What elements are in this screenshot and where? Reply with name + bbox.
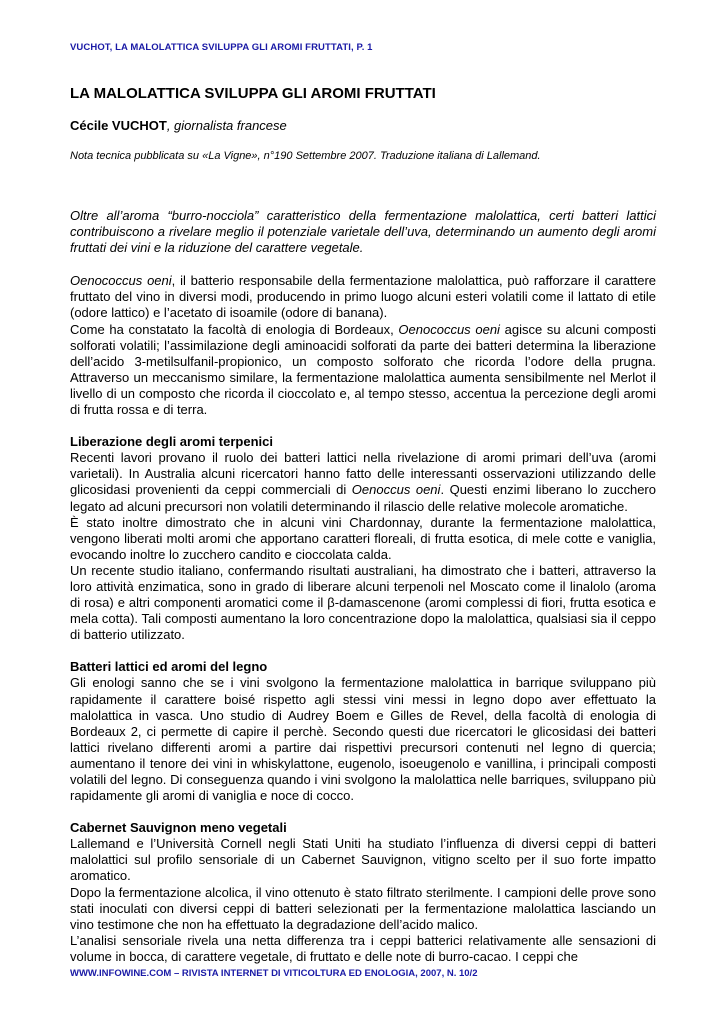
author-line (70, 118, 287, 133)
paragraph (70, 322, 656, 419)
species-name: Oenococcus oeni (398, 321, 500, 337)
paragraph: Un recente studio italiano, confermando risultati australiani, ha dimostrato che i batteri, attraverso la loro attività enzimatica, sono in grado di liberare alcuni terpenoli nel Moscato come il linalolo (aroma di rosa) e altri componenti aromatici come il β-damascenone (aromi complessi di fiori, frutta esotica e mela cotta). Tali composti aumentano la loro concentrazione dopo la malolattica, qualsiasi sia il ceppo di batterio utilizzato. (70, 562, 656, 643)
section-heading: Liberazione degli aromi terpenici (70, 434, 273, 450)
article-body (70, 208, 656, 965)
running-footer: WWW.INFOWINE.COM – RIVISTA INTERNET DI VITICOLTURA ED ENOLOGIA, 2007, N. 10/2 (70, 968, 478, 979)
paragraph: Lallemand e l’Università Cornell negli Stati Uniti ha studiato l’influenza di diversi ceppi di batteri malolattici sul profilo sensoriale di un Cabernet Sauvignon, vitigno scelto per il suo forte impatto aromatico. (70, 836, 656, 884)
paragraph-text: , il batterio responsabile della fermentazione malolattica, può rafforzare il carattere fruttato del vino in diversi modi, producendo in primo luogo alcuni esteri volatili come il lattato di etile (odore lattico) e l’acetato di isoamile (odore di banana). (70, 273, 657, 321)
paragraph: Gli enologi sanno che se i vini svolgono la fermentazione malolattica in barrique sviluppano più rapidamente il carattere boisé rispetto agli stessi vini messi in legno dopo aver effettuato la malolattica in vasca. Uno studio di Audrey Boem e Gilles de Revel, della facoltà di enologia di Bordeaux 2, ci permette di capire il perchè. Secondo questi due ricercatori le glicosidasi dei batteri lattici rivelano differenti aromi a partire dai rispettivi precursori contenuti nel legno di quercia; aumentano il tenore dei vini in whiskylattone, eugenolo, isoeugenolo e vanillina, i principali composti volatili del legno. Di conseguenza quando i vini svolgono la malolattica nelle barriques, sviluppano più rapidamente gli aromi di vaniglia e noce di cocco. (70, 675, 656, 804)
paragraph (70, 450, 656, 514)
section-heading: Batteri lattici ed aromi del legno (70, 659, 268, 675)
species-name: Oenococcus oeni (70, 273, 172, 289)
section-heading: Cabernet Sauvignon meno vegetali (70, 820, 287, 836)
author-name: Cécile VUCHOT (70, 118, 167, 133)
paragraph: È stato inoltre dimostrato che in alcuni vini Chardonnay, durante la fermentazione malolattica, vengono liberati molti aromi che apportano caratteri floreali, di frutta esotica, di mele cotte e vaniglia, evocando inoltre lo zucchero candito e cioccolata calda. (70, 514, 656, 562)
paragraph: Dopo la fermentazione alcolica, il vino ottenuto è stato filtrato sterilmente. I campioni delle prove sono stati inoculati con diversi ceppi di batteri selezionati per la fermentazione malolattica lasciando un vino testimone che non ha effettuato la degradazione dell’acido malico. (70, 884, 656, 932)
publication-note: Nota tecnica pubblicata su «La Vigne», n°190 Settembre 2007. Traduzione italiana di Lallemand. (70, 150, 541, 162)
intro-paragraph: Oltre all’aroma “burro-nocciola” caratteristico della fermentazione malolattica, certi batteri lattici contribuiscono a rivelare meglio il potenziale varietale dell’uva, determinando un aumento degli aromi fruttati dei vini e la riduzione del carattere vegetale. (70, 208, 656, 256)
paragraph: L’analisi sensoriale rivela una netta differenza tra i ceppi batterici relativamente alle sensazioni di volume in bocca, di carattere vegetale, di fruttato e delle note di burro-cacao. I ceppi che (70, 932, 656, 964)
paragraph-text: Recenti lavori provano il ruolo dei batteri lattici nella rivelazione di aromi primari dell’uva (aromi varietali). In Australia alcuni ricercatori hanno fatto delle interessanti osservazioni utilizzando delle glicosidasi provenienti da ceppi commerciali di (70, 450, 656, 498)
running-header: VUCHOT, LA MALOLATTICA SVILUPPA GLI AROMI FRUTTATI, P. 1 (70, 42, 373, 53)
paragraph-text: Come ha constatato la facoltà di enologia di Bordeaux, (70, 321, 399, 337)
article-title: LA MALOLATTICA SVILUPPA GLI AROMI FRUTTATI (70, 85, 436, 102)
paragraph-text: agisce su alcuni composti solforati volatili; l’assimilazione degli aminoacidi solforati da parte dei batteri determina la liberazione dell’acido 3-metilsulfanil-propionico, un composto solforato che ricorda l’odore della prugna. Attraverso un meccanismo similare, la fermentazione malolattica aumenta sensibilmente nel Merlot il livello di un composto che ricorda il cioccolato e, al tempo stesso, accentua la percezione degli aromi di frutta rossa e di terra. (70, 321, 656, 418)
species-name: Oenoccus oeni (351, 482, 441, 498)
author-role: , giornalista francese (166, 118, 287, 133)
paragraph (70, 273, 656, 321)
paragraph-text: . Questi enzimi liberano lo zucchero legato ad alcuni precursori non volatili determinando il rilascio delle relative molecole aromatiche. (70, 482, 656, 514)
